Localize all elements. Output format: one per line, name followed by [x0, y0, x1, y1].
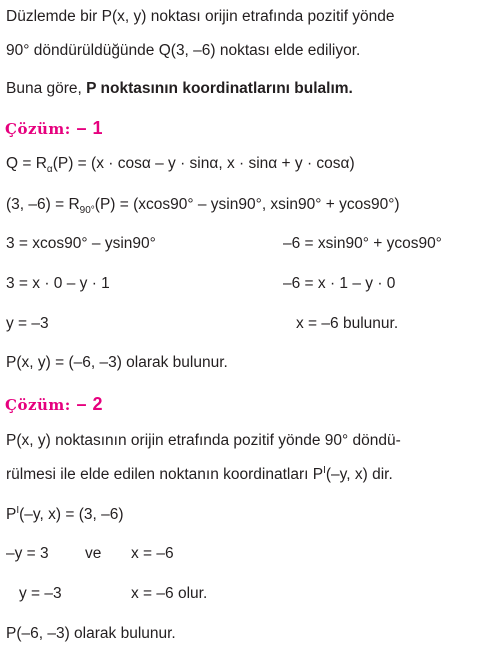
solution-2-heading — [5, 394, 103, 415]
eq-1-prefix: P — [6, 506, 17, 523]
solution-2-equation-2a: –y = 3 — [6, 545, 49, 562]
equation-1-right: –6 = xsin90° + ycos90° — [283, 235, 442, 252]
solution-2-result: P(–6, –3) olarak bulunur. — [6, 625, 176, 642]
applied-left: (3, –6) = R — [6, 196, 80, 213]
equation-2-right: –6 = x · 1 – y · 0 — [283, 275, 396, 292]
equation-2-left: 3 = x · 0 – y · 1 — [6, 275, 110, 292]
solution-2-equation-1 — [6, 505, 124, 525]
formula-subscript: α — [46, 164, 53, 176]
eq-1-suffix: (–y, x) = (3, –6) — [19, 506, 124, 523]
equation-3-left: y = –3 — [6, 315, 49, 332]
problem-line-2: 90° döndürüldüğünde Q(3, –6) noktası elde ediliyor. — [6, 42, 361, 59]
solution-2-heading-label: Çözüm: — [5, 396, 71, 414]
equation-3-right: x = –6 bulunur. — [296, 315, 399, 332]
applied-right: (P) = (xcos90° – ysin90°, xsin90° + ycos90°) — [94, 196, 400, 213]
solution-1-heading-label: Çözüm: — [5, 120, 71, 138]
solution-2-equation-2b: x = –6 — [131, 545, 174, 562]
prompt-bold: P noktasının koordinatlarını bulalım. — [86, 80, 353, 97]
prompt-prefix: Buna göre, — [6, 80, 87, 97]
solution-1-heading-number: – 1 — [76, 118, 104, 138]
rotation-formula — [6, 154, 355, 174]
equation-1-left: 3 = xcos90° – ysin90° — [6, 235, 156, 252]
text-2-prefix: rülmesi ile elde edilen noktanın koordinatları P — [6, 466, 324, 483]
solution-1-heading — [5, 118, 103, 139]
prime-mark: I — [16, 504, 20, 516]
solution-2-text-1: P(x, y) noktasının orijin etrafında pozitif yönde 90° döndü- — [6, 432, 401, 449]
formula-left: Q = R — [6, 155, 47, 172]
prime-mark: I — [323, 464, 326, 476]
solution-1-result: P(x, y) = (–6, –3) olarak bulunur. — [6, 354, 228, 371]
solution-2-heading-number: – 2 — [76, 394, 104, 414]
text-2-suffix: (–y, x) dir. — [325, 466, 393, 483]
solution-2-equation-3a: y = –3 — [19, 585, 62, 602]
formula-right: (P) = (x · cosα – y · sinα, x · sinα + y · cosα) — [52, 155, 355, 172]
solution-2-equation-3b: x = –6 olur. — [131, 585, 208, 602]
solution-2-text-2 — [6, 465, 393, 485]
problem-prompt — [6, 79, 353, 99]
applied-subscript: 90° — [79, 205, 95, 217]
problem-line-1: Düzlemde bir P(x, y) noktası orijin etrafında pozitif yönde — [6, 8, 395, 25]
applied-formula — [6, 195, 400, 215]
solution-2-equation-2-ve: ve — [85, 545, 102, 562]
